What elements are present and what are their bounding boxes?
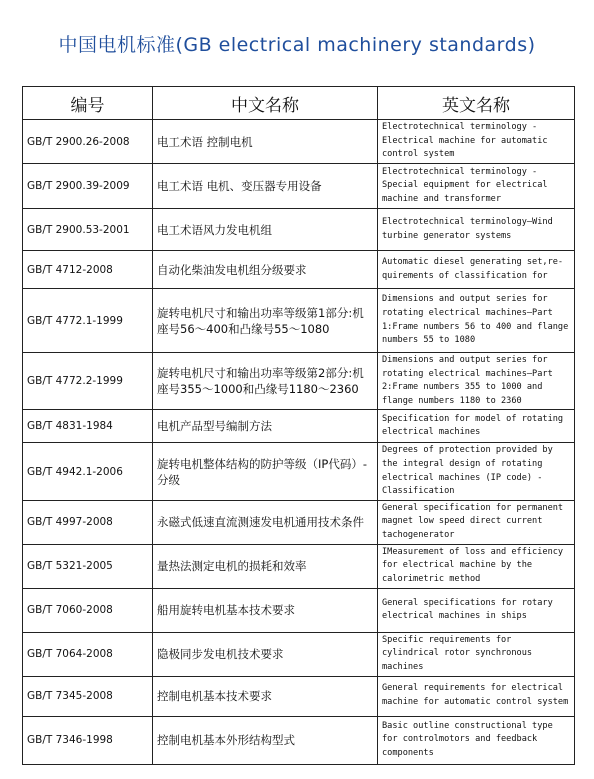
chinese-name: 量热法测定电机的损耗和效率 xyxy=(153,544,378,588)
table-header-row xyxy=(23,87,575,120)
english-name: Degrees of protection provided by the integral design of rotating electrical machines (IP code) - Classification xyxy=(378,443,575,500)
chinese-name: 控制电机基本技术要求 xyxy=(153,676,378,716)
table-row xyxy=(23,716,575,764)
standard-code: GB/T 5321-2005 xyxy=(23,544,153,588)
english-name: General specifications for rotary electrical machines in ships xyxy=(378,588,575,632)
standard-code: GB/T 7064-2008 xyxy=(23,632,153,676)
standard-code: GB/T 4772.2-1999 xyxy=(23,353,153,410)
english-name: Specification for model of rotating electrical machines xyxy=(378,410,575,443)
table-row xyxy=(23,500,575,544)
english-name: IMeasurement of loss and efficiency for electrical machine by the calorimetric method xyxy=(378,544,575,588)
english-name: Dimensions and output series for rotating electrical machines—Part 1:Frame numbers 56 to 400 and flange numbers 55 to 1080 xyxy=(378,289,575,353)
standard-code: GB/T 2900.26-2008 xyxy=(23,120,153,164)
english-name: Basic outline constructional type for controlmotors and feedback components xyxy=(378,716,575,764)
table-row xyxy=(23,209,575,251)
standard-code: GB/T 7060-2008 xyxy=(23,588,153,632)
english-name: General requirements for electrical machine for automatic control system xyxy=(378,676,575,716)
table-row xyxy=(23,353,575,410)
english-name: Automatic diesel generating set,re-quirements of classification for xyxy=(378,251,575,289)
chinese-name: 电工术语 电机、变压器专用设备 xyxy=(153,164,378,209)
chinese-name: 永磁式低速直流测速发电机通用技术条件 xyxy=(153,500,378,544)
table-row xyxy=(23,289,575,353)
table-row xyxy=(23,410,575,443)
english-name: Dimensions and output series for rotating electrical machines—Part 2:Frame numbers 355 to 1000 and flange numbers 1180 to 2360 xyxy=(378,353,575,410)
header-chinese-name: 中文名称 xyxy=(153,87,378,120)
header-english-name: 英文名称 xyxy=(378,87,575,120)
table-row xyxy=(23,676,575,716)
standard-code: GB/T 7345-2008 xyxy=(23,676,153,716)
page-title: 中国电机标准(GB electrical machinery standards) xyxy=(58,34,536,56)
chinese-name: 电机产品型号编制方法 xyxy=(153,410,378,443)
standard-code: GB/T 4712-2008 xyxy=(23,251,153,289)
table-row xyxy=(23,120,575,164)
english-name: Electrotechnical terminology - Electrical machine for automatic control system xyxy=(378,120,575,164)
chinese-name: 旋转电机尺寸和输出功率等级第2部分:机座号355～1000和凸缘号1180～2360 xyxy=(153,353,378,410)
chinese-name: 自动化柴油发电机组分级要求 xyxy=(153,251,378,289)
chinese-name: 旋转电机整体结构的防护等级（IP代码）-分级 xyxy=(153,443,378,500)
chinese-name: 船用旋转电机基本技术要求 xyxy=(153,588,378,632)
standard-code: GB/T 2900.53-2001 xyxy=(23,209,153,251)
english-name: Electrotechnical terminology - Special equipment for electrical machine and transformer xyxy=(378,164,575,209)
english-name: General specification for permanent magnet low speed direct current tachogenerator xyxy=(378,500,575,544)
standard-code: GB/T 4831-1984 xyxy=(23,410,153,443)
standard-code: GB/T 2900.39-2009 xyxy=(23,164,153,209)
standards-table xyxy=(22,86,575,765)
table-row xyxy=(23,251,575,289)
table-row xyxy=(23,164,575,209)
header-code: 编号 xyxy=(23,87,153,120)
english-name: Electrotechnical terminology—Wind turbine generator systems xyxy=(378,209,575,251)
table-row xyxy=(23,544,575,588)
table-row xyxy=(23,588,575,632)
chinese-name: 电工术语 控制电机 xyxy=(153,120,378,164)
table-row xyxy=(23,443,575,500)
english-name: Specific requirements for cylindrical rotor synchronous machines xyxy=(378,632,575,676)
chinese-name: 隐极同步发电机技术要求 xyxy=(153,632,378,676)
standard-code: GB/T 4997-2008 xyxy=(23,500,153,544)
chinese-name: 旋转电机尺寸和输出功率等级第1部分:机座号56～400和凸缘号55～1080 xyxy=(153,289,378,353)
chinese-name: 控制电机基本外形结构型式 xyxy=(153,716,378,764)
standard-code: GB/T 4942.1-2006 xyxy=(23,443,153,500)
standard-code: GB/T 4772.1-1999 xyxy=(23,289,153,353)
chinese-name: 电工术语风力发电机组 xyxy=(153,209,378,251)
table-row xyxy=(23,632,575,676)
standard-code: GB/T 7346-1998 xyxy=(23,716,153,764)
